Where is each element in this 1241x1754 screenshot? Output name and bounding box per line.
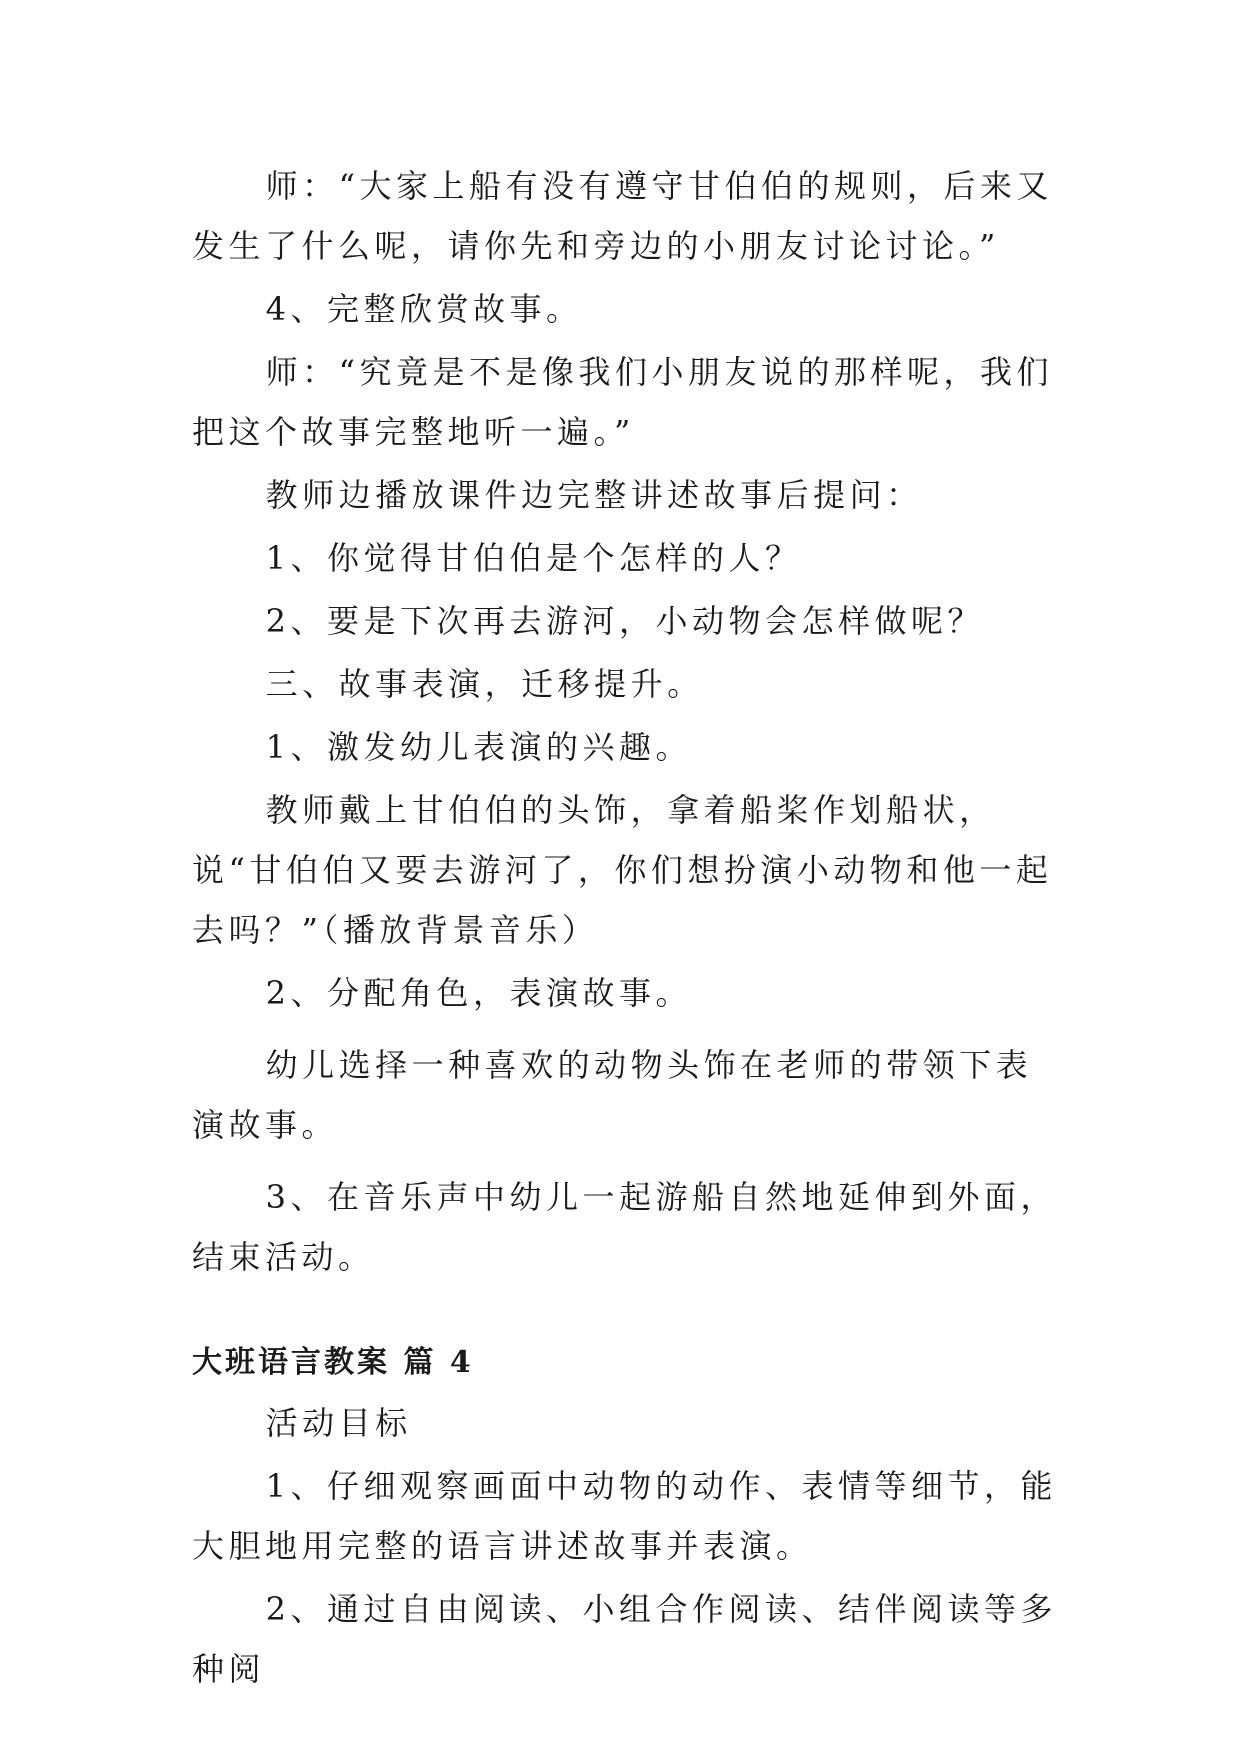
paragraph: 1、仔细观察画面中动物的动作、表情等细节，能大胆地用完整的语言讲述故事并表演。 — [192, 1467, 1057, 1565]
paragraph: 2、通过自由阅读、小组合作阅读、结伴阅读等多种阅 — [192, 1590, 1057, 1688]
paragraph: 3、在音乐声中幼儿一起游船自然地延伸到外面，结束活动。 — [192, 1178, 1057, 1276]
paragraph: 教师戴上甘伯伯的头饰，拿着船桨作划船状，说“甘伯伯又要去游河了，你们想扮演小动物和他一起去吗？”（播放背景音乐） — [192, 791, 1053, 949]
paragraph: 教师边播放课件边完整讲述故事后提问： — [265, 476, 923, 514]
paragraph: 2、分配角色，表演故事。 — [265, 974, 692, 1012]
paragraph: 1、激发幼儿表演的兴趣。 — [265, 728, 692, 766]
paragraph: 活动目标 — [265, 1404, 412, 1442]
paragraph: 1、你觉得甘伯伯是个怎样的人？ — [265, 539, 802, 577]
paragraph: 师：“大家上船有没有遵守甘伯伯的规则，后来又发生了什么呢，请你先和旁边的小朋友讨论讨论。” — [192, 167, 1053, 265]
document-body — [192, 156, 1060, 1699]
section-heading: 大班语言教案 篇 4 — [192, 1345, 474, 1380]
paragraph: 师：“究竟是不是像我们小朋友说的那样呢，我们把这个故事完整地听一遍。” — [192, 353, 1053, 451]
paragraph: 幼儿选择一种喜欢的动物头饰在老师的带领下表演故事。 — [192, 1046, 1033, 1144]
paragraph: 4、完整欣赏故事。 — [265, 290, 583, 328]
paragraph: 2、要是下次再去游河，小动物会怎样做呢？ — [265, 602, 984, 640]
paragraph: 三、故事表演，迁移提升。 — [265, 665, 704, 703]
